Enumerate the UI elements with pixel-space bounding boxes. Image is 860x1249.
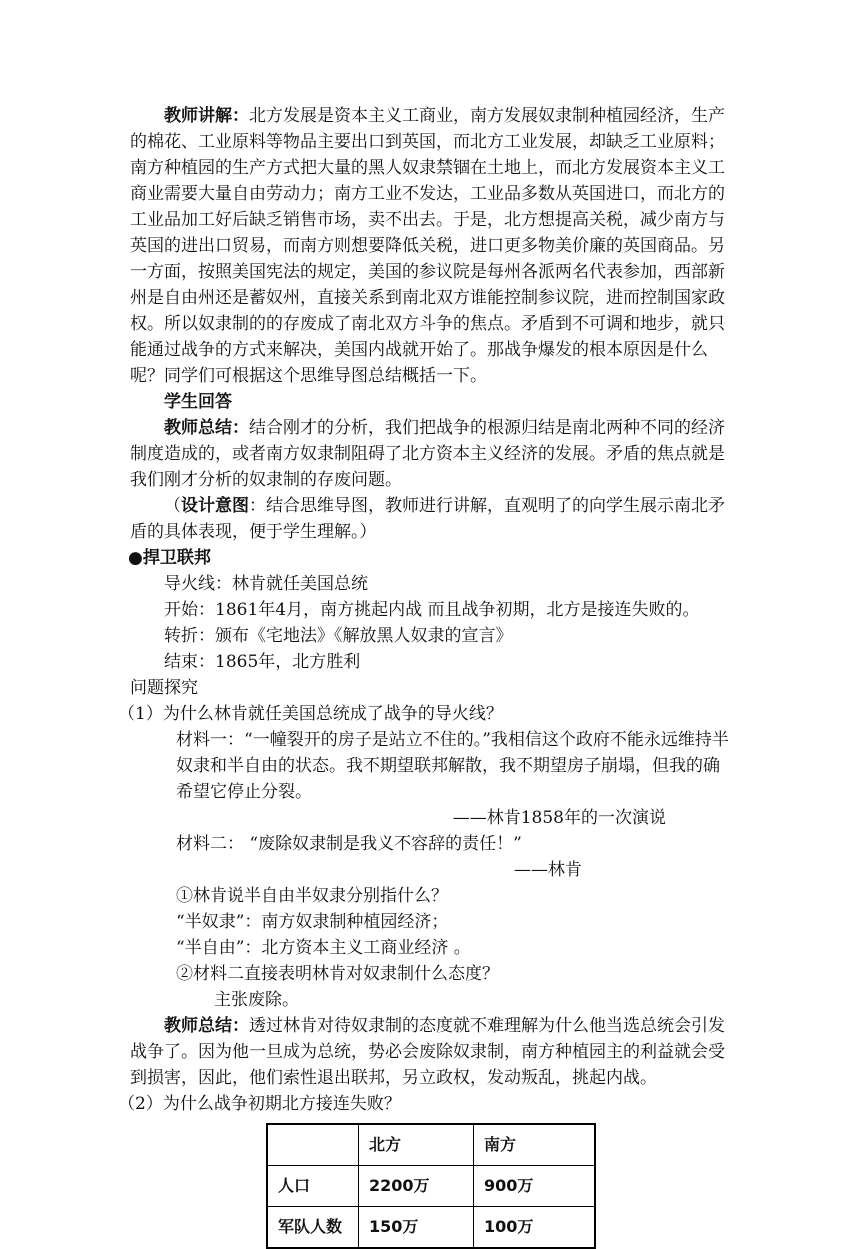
table-cell: 100万 <box>474 1207 596 1249</box>
material-1: 材料一：“一幢裂开的房子是站立不住的。”我相信这个政府不能永远维持半奴隶和半自由的状态。我不期望联邦解散，我不期望房子崩塌，但我的确希望它停止分裂。 <box>176 730 729 802</box>
timeline-fuse: 导火线：林肯就任美国总统 <box>164 574 368 594</box>
answer-half-slave: “半奴隶”：南方奴隶制种植园经济； <box>176 912 449 932</box>
teacher-summary-2-text: 透过林肯对待奴隶制的态度就不难理解为什么他当选总统会引发战争了。因为他一旦成为总统，势必会废除奴隶制，南方种植园主的利益就会受到损害，因此，他们索性退出联邦，另立政权，发动叛乱，挑起内战。 <box>130 1016 725 1088</box>
teacher-summary-paragraph <box>130 415 730 493</box>
teacher-explanation-text: 北方发展是资本主义工商业，南方发展奴隶制种植园经济，生产的棉花、工业原料等物品主要出口到英国，而北方工业发展，却缺乏工业原料；南方种植园的生产方式把大量的黑人奴隶禁锢在土地上，而北方发展资本主义工商业需要大量自由劳动力；南方工业不发达，工业品多数从英国进口，而北方的工业品加工好后缺乏销售市场，卖不出去。于是，北方想提高关税，减少南方与英国的进出口贸易，而南方则想要降低关税，进口更多物美价廉的英国商品。另一方面，按照美国宪法的规定，美国的参议院是每州各派两名代表参加，西部新州是自由州还是蓄奴州，直接关系到南北双方谁能控制参议院，进而控制国家政权。所以奴隶制的的存废成了南北双方斗争的焦点。矛盾到不可调和地步，就只能通过战争的方式来解决，美国内战就开始了。那战争爆发的根本原因是什么呢？同学们可根据这个思维导图总结概括一下。 <box>130 106 725 386</box>
answer-half-free: “半自由”：北方资本主义工商业经济 。 <box>176 938 471 958</box>
timeline-turning-point: 转折：颁布《宅地法》《解放黑人奴隶的宣言》 <box>164 626 513 646</box>
sub-question-2: ②材料二直接表明林肯对奴隶制什么态度？ <box>176 964 499 984</box>
table-row <box>267 1166 595 1207</box>
material-2-source: ——林肯 <box>514 860 582 880</box>
teacher-explanation-label: 教师讲解： <box>164 106 249 126</box>
material-1-source: ——林肯1858年的一次演说 <box>452 808 666 828</box>
teacher-summary-text: 结合刚才的分析，我们把战争的根源归结是南北两种不同的经济制度造成的，或者南方奴隶制阻碍了北方资本主义经济的发展。矛盾的焦点就是我们刚才分析的奴隶制的存废问题。 <box>130 418 725 490</box>
document-body <box>118 103 730 1249</box>
table-header-row <box>267 1124 595 1166</box>
question-1: （1）为什么林肯就任美国总统成了战争的导火线？ <box>118 704 503 724</box>
teacher-explanation-paragraph <box>130 103 730 389</box>
table-header-cell <box>267 1124 359 1166</box>
inquiry-title: 问题探究 <box>130 678 198 698</box>
table-cell: 150万 <box>359 1207 474 1249</box>
table-header-cell: 北方 <box>359 1124 474 1166</box>
teacher-summary-label: 教师总结： <box>164 418 249 438</box>
material-2: 材料二： “废除奴隶制是我义不容辞的责任！” <box>176 834 522 854</box>
design-intent-open-paren: （ <box>164 496 181 516</box>
table-cell: 人口 <box>267 1166 359 1207</box>
teacher-summary-2-paragraph <box>130 1013 730 1091</box>
teacher-summary-2-label: 教师总结： <box>164 1016 249 1036</box>
table-cell: 军队人数 <box>267 1207 359 1249</box>
table-cell: 2200万 <box>359 1166 474 1207</box>
table-row <box>267 1207 595 1249</box>
comparison-table <box>266 1123 596 1249</box>
answer-attitude: 主张废除。 <box>214 990 299 1010</box>
design-intent-paragraph <box>130 493 730 545</box>
table-header-cell: 南方 <box>474 1124 596 1166</box>
student-answer-heading: 学生回答 <box>164 392 232 412</box>
section-heading: ●捍卫联邦 <box>128 548 211 568</box>
table-cell: 900万 <box>474 1166 596 1207</box>
design-intent-text: ：结合思维导图，教师进行讲解，直观明了的向学生展示南北矛盾的具体表现，便于学生理解。） <box>130 496 725 542</box>
question-2: （2）为什么战争初期北方接连失败？ <box>118 1094 401 1114</box>
timeline-end: 结束：1865年，北方胜利 <box>164 652 361 672</box>
sub-question-1: ①林肯说半自由半奴隶分别指什么？ <box>176 886 448 906</box>
design-intent-label: 设计意图 <box>181 496 249 516</box>
timeline-start: 开始：1861年4月，南方挑起内战 而且战争初期，北方是接连失败的。 <box>164 600 700 620</box>
